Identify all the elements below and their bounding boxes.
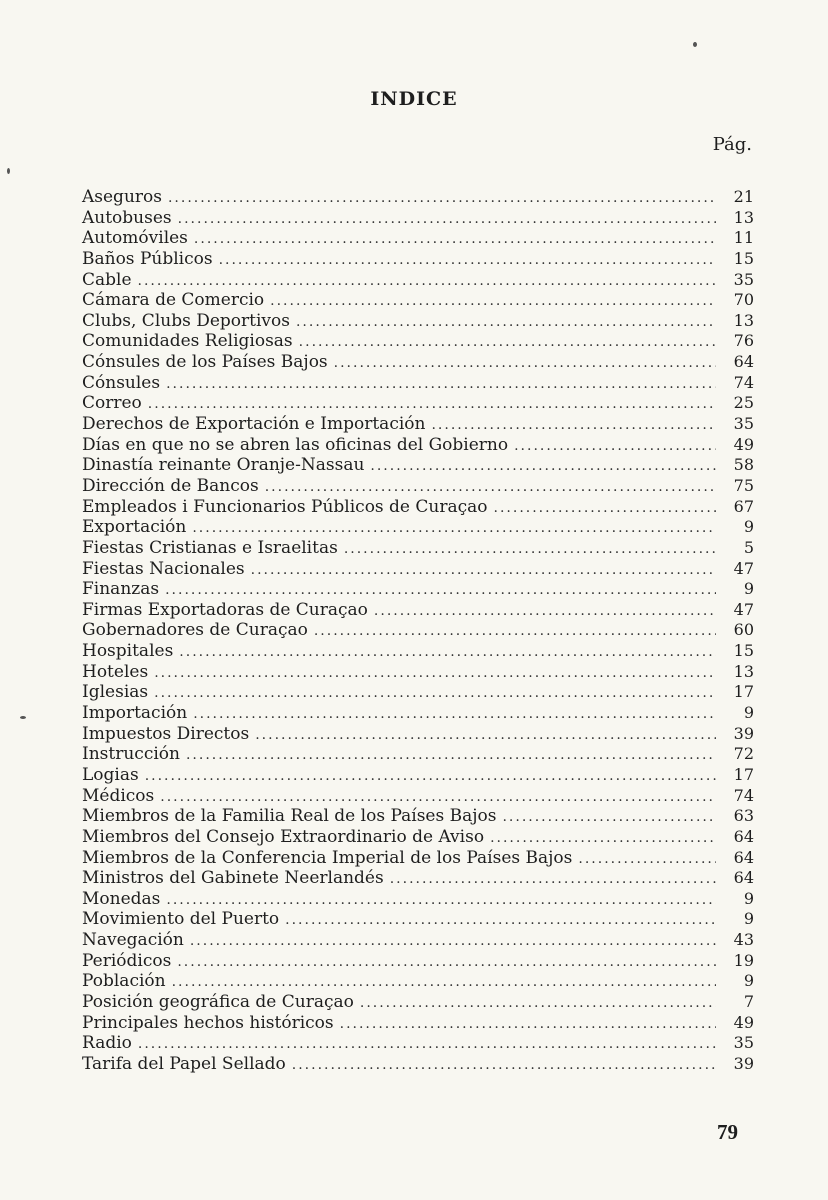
toc-entry-label: Dirección de Bancos: [82, 475, 259, 496]
toc-entry-label: Principales hechos históricos: [82, 1012, 334, 1033]
toc-entry-label: Exportación: [82, 517, 187, 538]
toc-entry-page: 9: [743, 909, 754, 929]
page-column-label: Pág.: [712, 134, 752, 155]
toc-entry-label: Firmas Exportadoras de Curaçao: [82, 599, 368, 620]
dot-leader: [148, 394, 716, 414]
dot-leader: [172, 972, 716, 992]
toc-entry-label: Médicos: [82, 785, 155, 806]
toc-entry-label: Posición geográfica de Curaçao: [82, 991, 354, 1012]
dot-leader: [292, 1055, 716, 1075]
page-number: 79: [717, 1120, 738, 1144]
toc-entry-label: Comunidades Religiosas: [82, 331, 293, 352]
toc-entry-label: Fiestas Cristianas e Israelitas: [82, 537, 338, 558]
toc-entry-page: 49: [733, 434, 754, 454]
toc-entry-page: 15: [733, 248, 754, 268]
toc-entry: [82, 373, 754, 394]
toc-entry-label: Instrucción: [82, 744, 180, 765]
dot-leader: [502, 807, 716, 827]
toc-entry-page: 19: [733, 950, 754, 970]
toc-entry-label: Miembros del Consejo Extraordinario de Aviso: [82, 826, 485, 847]
dot-leader: [374, 601, 716, 621]
toc-entry-page: 11: [733, 228, 754, 248]
toc-entry: [82, 208, 754, 229]
dot-leader: [219, 250, 716, 270]
toc-entry: [82, 971, 754, 992]
toc-entry-page: 9: [743, 703, 754, 723]
dot-leader: [265, 477, 716, 497]
toc-entry-page: 75: [733, 475, 754, 495]
toc-entry-label: Empleados i Funcionarios Públicos de Curaçao: [82, 496, 488, 517]
dot-leader: [154, 683, 716, 703]
toc-entry: [82, 827, 754, 848]
toc-entry-page: 39: [733, 1053, 754, 1073]
dot-leader: [285, 910, 716, 930]
toc-entry: [82, 1013, 754, 1034]
toc-entry-page: 74: [733, 372, 754, 392]
toc-entry-label: Hoteles: [82, 661, 149, 682]
toc-entry: [82, 765, 754, 786]
toc-entry: [82, 641, 754, 662]
toc-entry-label: Clubs, Clubs Deportivos: [82, 310, 290, 331]
toc-entry-label: Correo: [82, 393, 142, 414]
toc-entry-page: 35: [733, 414, 754, 434]
toc-entry-page: 5: [743, 537, 754, 557]
dot-leader: [165, 580, 716, 600]
toc-entry: [82, 538, 754, 559]
dot-leader: [193, 704, 716, 724]
dot-leader: [190, 931, 716, 951]
toc-entry: [82, 744, 754, 765]
ink-speck: [693, 42, 697, 47]
toc-entry-page: 9: [743, 579, 754, 599]
toc-entry-page: 60: [733, 620, 754, 640]
toc-entry: [82, 1033, 754, 1054]
toc-entry-page: 47: [733, 599, 754, 619]
toc-entry-label: Iglesias: [82, 682, 149, 703]
dot-leader: [578, 849, 716, 869]
toc-entry-label: Ministros del Gabinete Neerlandés: [82, 868, 384, 889]
dot-leader: [179, 642, 716, 662]
toc-entry-page: 70: [733, 290, 754, 310]
toc-entry-page: 64: [733, 868, 754, 888]
table-of-contents: [82, 187, 754, 1075]
toc-entry: [82, 992, 754, 1013]
toc-entry-page: 64: [733, 352, 754, 372]
toc-entry-page: 49: [733, 1012, 754, 1032]
dot-leader: [177, 952, 716, 972]
toc-entry: [82, 270, 754, 291]
toc-entry: [82, 724, 754, 745]
toc-entry: [82, 331, 754, 352]
toc-entry-page: 67: [733, 496, 754, 516]
dot-leader: [494, 498, 716, 518]
toc-entry-label: Hospitales: [82, 641, 174, 662]
toc-entry: [82, 1054, 754, 1075]
toc-entry-page: 64: [733, 826, 754, 846]
toc-entry: [82, 579, 754, 600]
toc-entry: [82, 703, 754, 724]
toc-entry-label: Cámara de Comercio: [82, 290, 265, 311]
toc-entry: [82, 662, 754, 683]
toc-entry: [82, 455, 754, 476]
toc-entry-page: 35: [733, 269, 754, 289]
toc-entry: [82, 951, 754, 972]
dot-leader: [145, 766, 716, 786]
toc-entry: [82, 290, 754, 311]
toc-entry-page: 9: [743, 971, 754, 991]
toc-entry: [82, 435, 754, 456]
toc-entry: [82, 476, 754, 497]
toc-entry-label: Cónsules de los Países Bajos: [82, 352, 328, 373]
ink-speck: [20, 716, 26, 719]
dot-leader: [360, 993, 716, 1013]
dot-leader: [514, 436, 716, 456]
toc-entry: [82, 352, 754, 373]
dot-leader: [370, 456, 716, 476]
toc-entry-label: Periódicos: [82, 950, 172, 971]
toc-entry-label: Finanzas: [82, 579, 160, 600]
dot-leader: [192, 518, 716, 538]
dot-leader: [251, 560, 716, 580]
toc-entry: [82, 682, 754, 703]
toc-entry-label: Cable: [82, 269, 132, 290]
toc-entry-page: 13: [733, 310, 754, 330]
dot-leader: [340, 1014, 716, 1034]
dot-leader: [390, 869, 716, 889]
toc-entry-page: 7: [743, 991, 754, 1011]
toc-entry-page: 9: [743, 517, 754, 537]
toc-entry: [82, 806, 754, 827]
toc-entry: [82, 517, 754, 538]
toc-entry-page: 64: [733, 847, 754, 867]
toc-entry-label: Dinastía reinante Oranje-Nassau: [82, 455, 365, 476]
toc-entry: [82, 228, 754, 249]
toc-entry-label: Derechos de Exportación e Importación: [82, 414, 426, 435]
toc-entry-page: 72: [733, 744, 754, 764]
toc-entry-label: Miembros de la Familia Real de los Países Bajos: [82, 806, 497, 827]
toc-entry-label: Movimiento del Puerto: [82, 909, 280, 930]
toc-entry: [82, 620, 754, 641]
toc-entry-page: 13: [733, 661, 754, 681]
dot-leader: [314, 621, 716, 641]
dot-leader: [194, 229, 716, 249]
toc-entry: [82, 249, 754, 270]
dot-leader: [166, 374, 716, 394]
toc-entry: [82, 909, 754, 930]
toc-entry-page: 74: [733, 785, 754, 805]
toc-entry-page: 63: [733, 806, 754, 826]
toc-entry-label: Radio: [82, 1033, 132, 1054]
toc-entry-page: 58: [733, 455, 754, 475]
toc-entry-label: Aseguros: [82, 187, 162, 207]
toc-entry-page: 43: [733, 930, 754, 950]
toc-entry: [82, 559, 754, 580]
dot-leader: [166, 890, 716, 910]
toc-entry-page: 39: [733, 723, 754, 743]
toc-entry-label: Impuestos Directos: [82, 723, 250, 744]
toc-entry: [82, 497, 754, 518]
ink-speck: [7, 168, 10, 174]
toc-entry-page: 17: [733, 764, 754, 784]
toc-entry-label: Miembros de la Conferencia Imperial de los Países Bajos: [82, 847, 573, 868]
dot-leader: [490, 828, 716, 848]
toc-entry: [82, 311, 754, 332]
toc-entry: [82, 786, 754, 807]
dot-leader: [431, 415, 716, 435]
toc-entry: [82, 868, 754, 889]
toc-entry-label: Cónsules: [82, 372, 161, 393]
toc-entry-page: 15: [733, 641, 754, 661]
dot-leader: [154, 663, 716, 683]
toc-entry-page: 25: [733, 393, 754, 413]
toc-entry-page: 17: [733, 682, 754, 702]
toc-entry: [82, 393, 754, 414]
toc-entry-label: Días en que no se abren las oficinas del Gobierno: [82, 434, 509, 455]
toc-entry: [82, 187, 754, 208]
toc-entry-page: 35: [733, 1033, 754, 1053]
toc-entry-label: Importación: [82, 703, 188, 724]
toc-entry-page: 9: [743, 888, 754, 908]
toc-entry-label: Autobuses: [82, 207, 172, 228]
dot-leader: [299, 332, 716, 352]
dot-leader: [344, 539, 716, 559]
toc-entry-label: Fiestas Nacionales: [82, 558, 245, 579]
dot-leader: [178, 209, 716, 229]
toc-entry-label: Logias: [82, 764, 139, 785]
toc-entry-label: Navegación: [82, 930, 184, 951]
toc-entry-page: 13: [733, 207, 754, 227]
toc-entry-page: 47: [733, 558, 754, 578]
toc-entry: [82, 889, 754, 910]
page-title: INDICE: [370, 88, 458, 110]
dot-leader: [296, 312, 716, 332]
toc-entry-label: Automóviles: [82, 228, 188, 249]
toc-entry: [82, 930, 754, 951]
toc-entry-label: Baños Públicos: [82, 248, 213, 269]
toc-entry-label: Población: [82, 971, 166, 992]
dot-leader: [138, 1034, 716, 1054]
toc-entry: [82, 600, 754, 621]
dot-leader: [160, 787, 716, 807]
toc-entry-label: Tarifa del Papel Sellado: [82, 1053, 286, 1074]
dot-leader: [186, 745, 716, 765]
dot-leader: [255, 725, 716, 745]
toc-entry-label: Gobernadores de Curaçao: [82, 620, 308, 641]
toc-entry: [82, 414, 754, 435]
toc-entry: [82, 848, 754, 869]
dot-leader: [334, 353, 716, 373]
toc-entry-label: Monedas: [82, 888, 161, 909]
toc-entry-page: 76: [733, 331, 754, 351]
dot-leader: [138, 271, 716, 291]
dot-leader: [270, 291, 716, 311]
dot-leader: [168, 188, 716, 208]
toc-entry-page: 21: [733, 187, 754, 206]
